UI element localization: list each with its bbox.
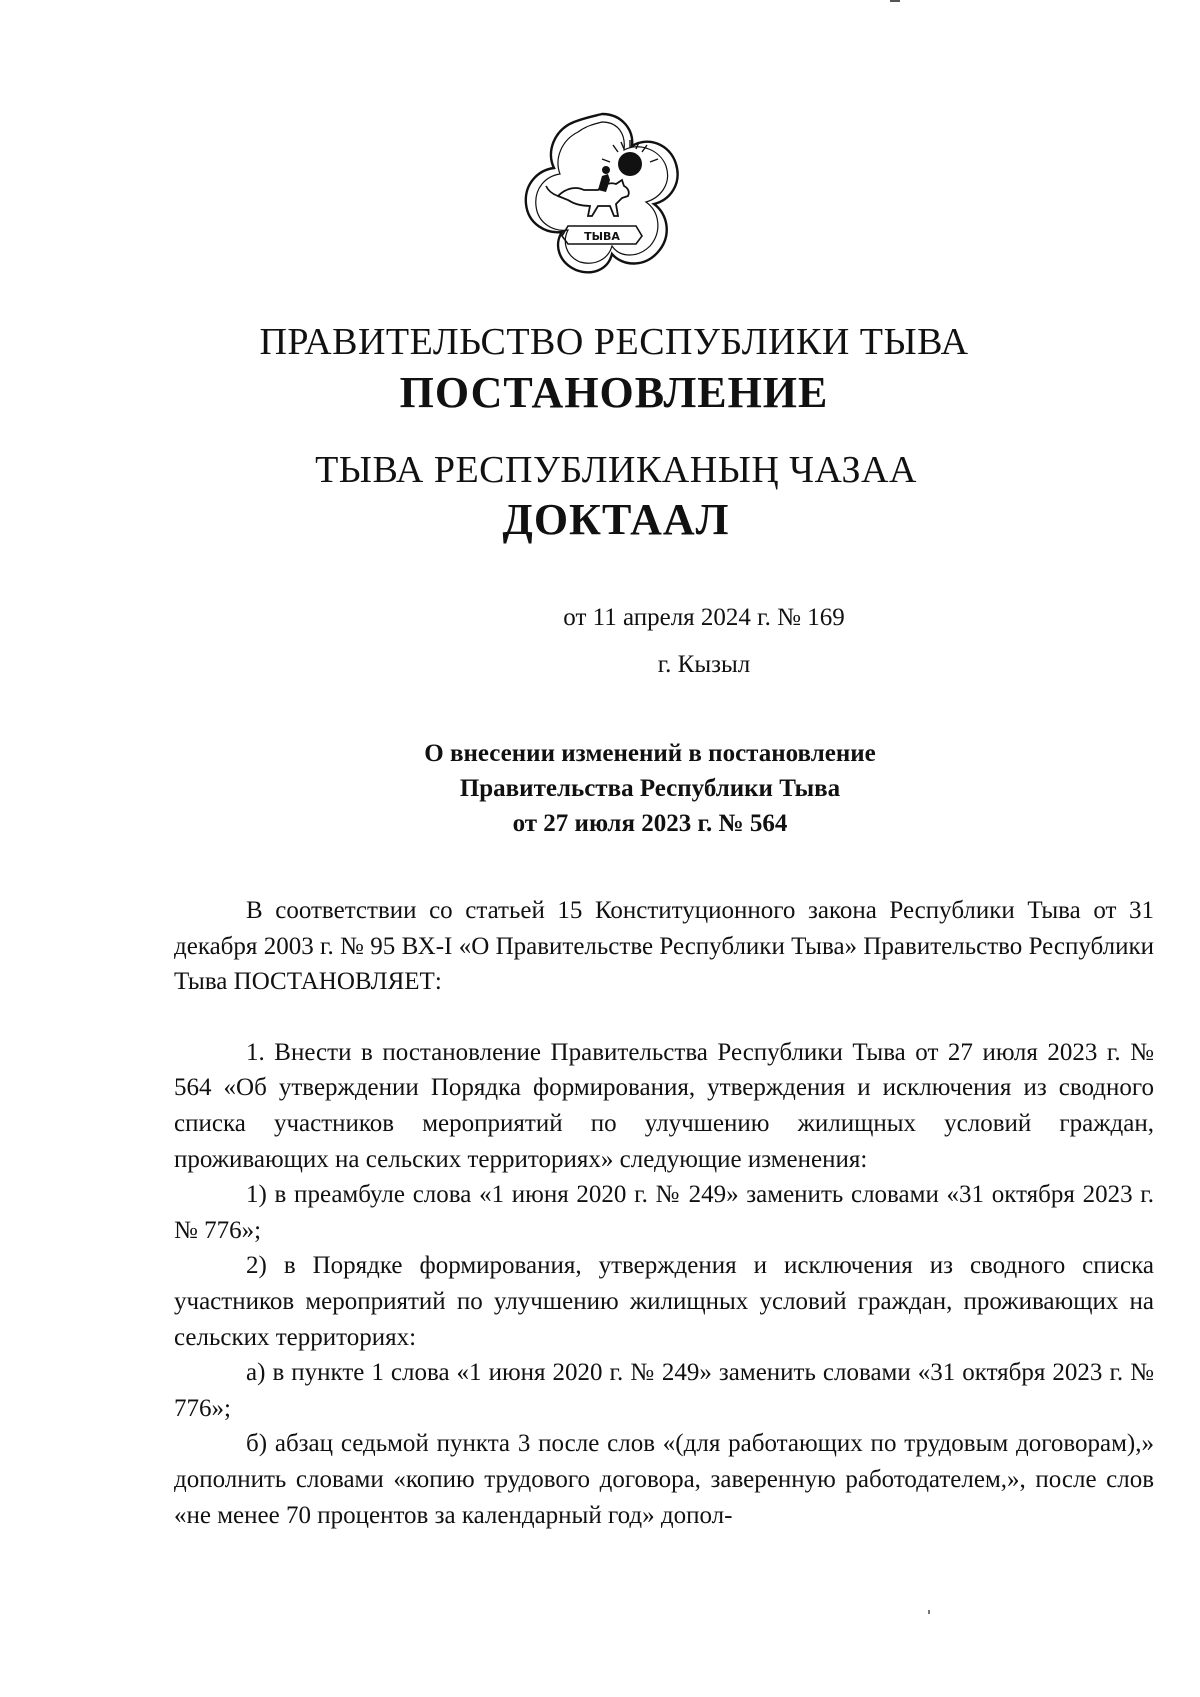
item-1-paragraph: 1. Внести в постановление Правительства Республики Тыва от 27 июля 2023 г. № 564 «Об утверждении Порядка формирования, утверждения и исключения из сводного списка участников мероприятий по улучшению жилищных условий граждан, проживающих на сельских территориях» следующие изменения: <box>174 1038 1154 1173</box>
subject-line: О внесении изменений в постановление <box>424 740 876 767</box>
decree-body <box>174 893 1154 1533</box>
subitem-2a-paragraph: а) в пункте 1 слова «1 июня 2020 г. № 249» заменить словами «31 октября 2023 г. № 776»; <box>174 1359 1154 1422</box>
subitem-2b-paragraph: б) абзац седьмой пункта 3 после слов «(для работающих по трудовым договорам),» дополнить словами «копию трудового договора, заверенную работодателем,», после слов «не менее 70 процентов за календарный год» допол- <box>174 1430 1154 1529</box>
decree-city: г. Кызыл <box>657 651 751 678</box>
decree-title-ru: ПОСТАНОВЛЕНИЕ <box>399 368 829 417</box>
subject-line: от 27 июля 2023 г. № 564 <box>512 810 788 837</box>
subitem-1-paragraph: 1) в преамбуле слова «1 июня 2020 г. № 249» заменить словами «31 октября 2023 г. № 776»; <box>174 1181 1154 1244</box>
scan-mark-bottom <box>928 1610 930 1614</box>
subject-line: Правительства Республики Тыва <box>459 775 841 802</box>
subitem-2-paragraph: 2) в Порядке формирования, утверждения и исключения из сводного списка участников мероприятий по улучшению жилищных условий граждан, проживающих на сельских территориях: <box>174 1252 1154 1351</box>
decree-date-number: от 11 апреля 2024 г. № 169 <box>563 604 845 631</box>
government-title-ru: ПРАВИТЕЛЬСТВО РЕСПУБЛИКИ ТЫВА <box>259 321 969 363</box>
preamble-paragraph: В соответствии со статьей 15 Конституционного закона Республики Тыва от 31 декабря 2003 г. № 95 ВХ-I «О Правительстве Республики Тыва» Правительство Республики Тыва ПОСТАНОВЛЯЕТ: <box>174 897 1154 996</box>
government-title-ty: ТЫВА РЕСПУБЛИКАНЫҢ ЧАЗАА <box>315 449 917 491</box>
decree-title-ty: ДОКТААЛ <box>502 495 730 544</box>
decree-subject <box>0 736 1200 841</box>
scan-mark-top <box>890 0 900 2</box>
emblem-inscription: ТЫВА <box>584 230 620 243</box>
coat-of-arms-icon <box>518 108 686 276</box>
